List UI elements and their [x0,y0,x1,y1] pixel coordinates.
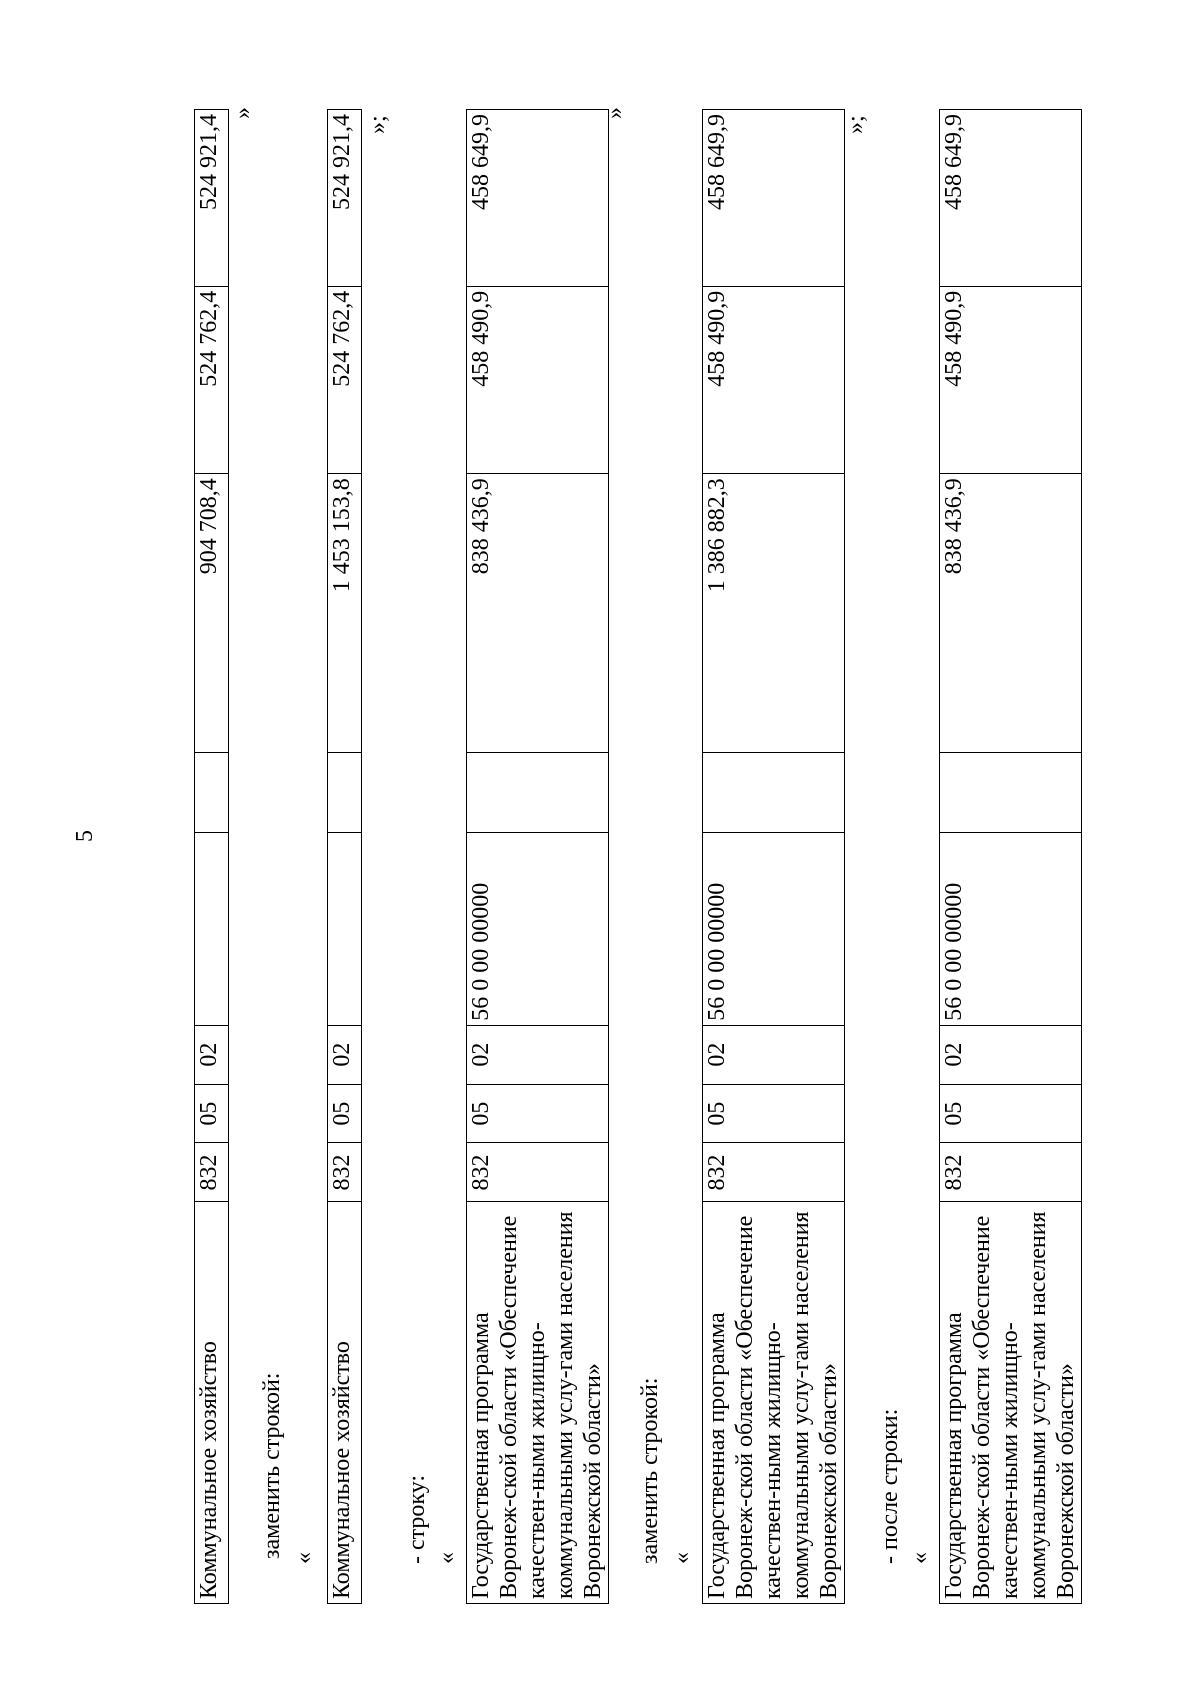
rz-cell: 05 [940,1084,1082,1143]
rotated-content [0,54,1197,1704]
replace-with-label: заменить строкой: [637,1377,663,1564]
row-name: Государственная программа Воронеж-ской области «Обеспечение качествен-ными жилищно-коммунальными услу-гами населения Воронежской области» [940,1202,1082,1604]
grbs-cell: 832 [328,1143,362,1202]
after-lines-label: - после строки: [877,1408,903,1564]
grbs-cell: 832 [195,1143,229,1202]
csr-cell [195,832,229,1025]
value-1-cell: 1 453 153,8 [328,474,362,752]
grbs-cell: 832 [940,1143,1082,1202]
grbs-cell: 832 [467,1143,609,1202]
rz-cell: 05 [467,1084,609,1143]
vr-cell [703,752,845,832]
pr-cell: 02 [703,1025,845,1084]
value-2-cell: 524 762,4 [195,286,229,473]
table-row-3 [466,109,609,1604]
csr-cell: 56 0 00 00000 [467,832,609,1025]
value-1-cell: 904 708,4 [195,474,229,752]
value-3-cell: 524 921,4 [195,110,229,287]
rz-cell: 05 [195,1084,229,1143]
csr-cell [328,832,362,1025]
vr-cell [195,752,229,832]
row-name: Коммунальное хозяйство [195,1202,229,1604]
csr-cell: 56 0 00 00000 [703,832,845,1025]
value-3-cell: 524 921,4 [328,110,362,287]
close-quote: » [602,107,628,119]
value-2-cell: 458 490,9 [703,286,845,473]
pr-cell: 02 [940,1025,1082,1084]
close-quote-semicolon: »; [365,115,391,134]
pr-cell: 02 [467,1025,609,1084]
page-number: 5 [72,830,98,842]
value-3-cell: 458 649,9 [703,110,845,287]
rz-cell: 05 [703,1084,845,1143]
value-2-cell: 458 490,9 [467,286,609,473]
table-row-4 [702,109,845,1604]
value-3-cell: 458 649,9 [940,110,1082,287]
csr-cell: 56 0 00 00000 [940,832,1082,1025]
close-quote: » [230,107,256,119]
row-name: Государственная программа Воронеж-ской области «Обеспечение качествен-ными жилищно-коммунальными услу-гами населения Воронежской области» [467,1202,609,1604]
row-name: Государственная программа Воронеж-ской области «Обеспечение качествен-ными жилищно-коммунальными услу-гами населения Воронежской области» [703,1202,845,1604]
pr-cell: 02 [328,1025,362,1084]
rz-cell: 05 [328,1084,362,1143]
value-2-cell: 524 762,4 [328,286,362,473]
table-row-2 [327,109,362,1604]
value-1-cell: 838 436,9 [467,474,609,752]
open-quote: « [291,1552,317,1564]
table-row-5 [939,109,1082,1604]
value-2-cell: 458 490,9 [940,286,1082,473]
grbs-cell: 832 [703,1143,845,1202]
pr-cell: 02 [195,1025,229,1084]
close-quote-semicolon: »; [843,115,869,134]
open-quote: « [907,1552,933,1564]
table-row-1 [194,109,229,1604]
open-quote: « [434,1552,460,1564]
vr-cell [940,752,1082,832]
line-label: - строку: [404,1474,430,1564]
row-name: Коммунальное хозяйство [328,1202,362,1604]
vr-cell [467,752,609,832]
replace-with-label: заменить строкой: [259,1372,285,1559]
vr-cell [328,752,362,832]
value-3-cell: 458 649,9 [467,110,609,287]
open-quote: « [669,1552,695,1564]
value-1-cell: 1 386 882,3 [703,474,845,752]
value-1-cell: 838 436,9 [940,474,1082,752]
